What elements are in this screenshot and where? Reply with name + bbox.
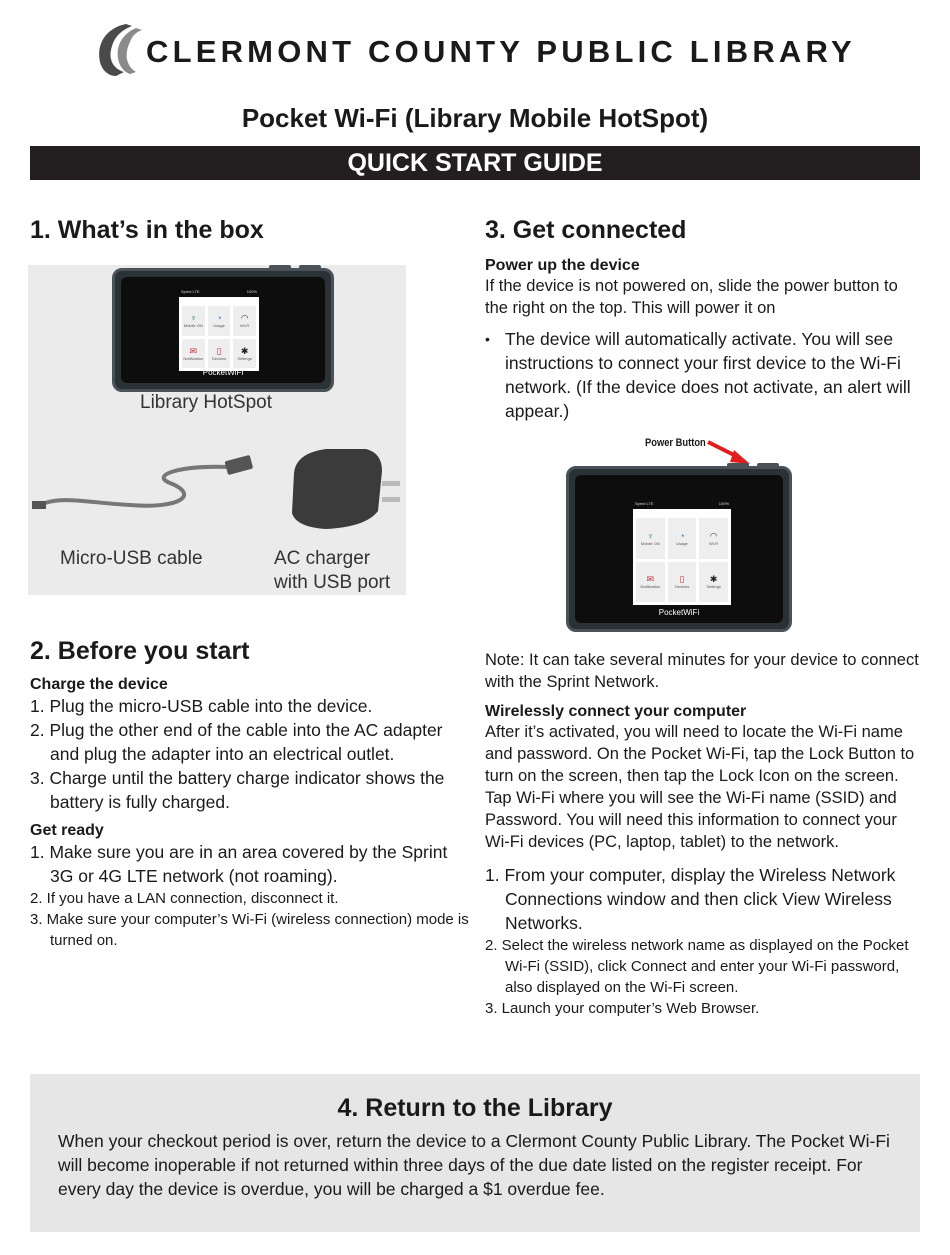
wireless-text: After it’s activated, you will need to locate the Wi-Fi name and password. On the Pocket Wi-Fi, tap the Lock Button to turn on the screen, then tap the Lock Icon on the screen. Tap Wi-Fi where you will see the Wi-Fi name (SSID) and Password. You will need this information to connect your Wi-Fi devices (PC, laptop, tablet) to the network. [485, 723, 915, 851]
screen-tile [208, 339, 231, 369]
logo-mark-icon [96, 22, 144, 78]
charge-step: 2. Plug the other end of the cable into the AC adapter and plug the adapter into an electrical outlet. [30, 720, 443, 764]
status-bar [635, 501, 729, 506]
tile-label: Mobile ON [640, 540, 660, 546]
ready-step: 2. If you have a LAN connection, disconnect it. [30, 890, 339, 907]
tile-label: Usage [213, 323, 225, 329]
org-name: CLERMONT COUNTY PUBLIC LIBRARY [146, 34, 856, 69]
section1-heading: 1. What’s in the box [30, 216, 264, 244]
charge-step: 1. Plug the micro-USB cable into the device. [30, 696, 373, 716]
power-button [299, 265, 321, 270]
phone-icon: ▯ [216, 345, 222, 356]
screen-tile [182, 306, 205, 336]
gear-icon: ✱ [240, 345, 249, 356]
section3-heading: 3. Get connected [485, 216, 687, 244]
mail-icon: ✉ [646, 574, 655, 585]
section2-heading: 2. Before you start [30, 637, 250, 665]
return-section [30, 1074, 920, 1232]
caption-cable: Micro-USB cable [60, 548, 203, 569]
connect-steps-small [485, 935, 925, 1019]
antenna-icon: ♆ [646, 530, 654, 541]
usage-icon: ◔ [679, 530, 685, 541]
tile-label: Settings [706, 584, 721, 590]
charge-heading: Charge the device [30, 676, 168, 693]
device-screen [179, 289, 259, 371]
page-subtitle: Pocket Wi-Fi (Library Mobile HotSpot) [241, 103, 709, 133]
screen-tile [182, 339, 205, 369]
tile-label: Devices [211, 355, 227, 361]
connect-step: 1. From your computer, display the Wireless Network Connections window and then click View Wireless Networks. [485, 865, 896, 933]
screen-tile [699, 562, 728, 603]
wireless-heading: Wirelessly connect your computer [485, 703, 747, 720]
tile-label: Usage [676, 540, 688, 546]
connect-step: 2. Select the wireless network name as displayed on the Pocket Wi-Fi (SSID), click Connect and enter your Wi-Fi password, also displayed on the Wi-Fi screen. [485, 937, 909, 996]
section2 [30, 637, 470, 951]
screen-tile [636, 562, 665, 603]
screen-tile [636, 518, 665, 559]
hotspot-device [112, 268, 334, 392]
charge-steps [30, 694, 470, 814]
mail-icon: ✉ [189, 345, 198, 356]
activation-bullet: • The device will automatically activate. You will see instructions to connect your first device to the Wi-Fi network. (If the device does not activate, an alert will appear.) [485, 327, 925, 423]
return-text: When your checkout period is over, return the device to a Clermont County Public Library. The Pocket Wi-Fi will become inoperable if not returned within three days of the due date listed on the register receipt. For every day the device is overdue, you will be charged a $1 overdue fee. [58, 1131, 890, 1199]
device-face [575, 475, 783, 623]
device-brand: PocketWiFi [658, 608, 700, 617]
tile-label: Mobile ON [183, 323, 203, 329]
ready-heading: Get ready [30, 822, 104, 839]
device-brand: PocketWiFi [202, 368, 244, 377]
tile-label: Notification [640, 584, 661, 590]
power-text: If the device is not powered on, slide the power button to the right on the top. This will power it on [485, 277, 898, 317]
hotspot-device-power [566, 466, 792, 632]
status-bar [181, 289, 257, 294]
power-button-label: Power Button [645, 437, 706, 449]
phone-icon: ▯ [679, 574, 685, 585]
section3-lower [485, 649, 925, 1019]
antenna-icon: ♆ [189, 313, 197, 324]
caption-charger-line1: AC charger [274, 548, 371, 569]
caption-hotspot: Library HotSpot [140, 392, 273, 413]
device-screen [633, 501, 731, 605]
ready-step: 1. Make sure you are in an area covered by the Sprint 3G or 4G LTE network (not roaming). [30, 842, 448, 886]
power-heading: Power up the device [485, 257, 640, 274]
box-contents-image [28, 265, 406, 595]
ac-charger-icon [286, 443, 406, 533]
library-logo [96, 22, 856, 78]
carrier-label: Sprint LTE [635, 501, 654, 506]
power-button [757, 463, 779, 468]
tile-label: Wi-Fi [708, 540, 719, 546]
section4-heading: 4. Return to the Library [337, 1094, 613, 1122]
gear-icon: ✱ [709, 574, 718, 585]
power-bullets [485, 327, 925, 423]
caption-charger [274, 547, 390, 595]
tile-label: Devices [674, 584, 690, 590]
screen-tile [668, 562, 697, 603]
screen-tile [668, 518, 697, 559]
tile-label: Notification [183, 355, 204, 361]
connect-steps [485, 863, 925, 935]
tile-label: Settings [237, 355, 252, 361]
lock-button [269, 265, 291, 270]
ready-step: 3. Make sure your computer’s Wi-Fi (wireless connection) mode is turned on. [30, 911, 469, 949]
activation-note: Note: It can take several minutes for your device to connect with the Sprint Network. [485, 651, 919, 691]
section3 [485, 216, 925, 423]
wifi-icon: ◠ [240, 313, 249, 324]
page-title-banner: QUICK START GUIDE [30, 146, 920, 180]
screen-tile [233, 306, 256, 336]
battery-label: 100% [246, 289, 257, 294]
ready-steps [30, 840, 470, 888]
usage-icon: ◔ [216, 313, 222, 324]
usb-cable-icon [30, 455, 260, 545]
caption-charger-line2: with USB port [274, 572, 391, 593]
ready-steps-small [30, 888, 470, 951]
wifi-icon: ◠ [709, 530, 718, 541]
carrier-label: Sprint LTE [181, 289, 200, 294]
tile-label: Wi-Fi [239, 323, 250, 329]
battery-label: 100% [718, 501, 729, 506]
screen-tile [233, 339, 256, 369]
screen-tile [208, 306, 231, 336]
lock-button [727, 463, 749, 468]
charge-step: 3. Charge until the battery charge indicator shows the battery is fully charged. [30, 768, 445, 812]
device-face [121, 277, 325, 383]
connect-step: 3. Launch your computer’s Web Browser. [485, 1000, 760, 1017]
screen-tile [699, 518, 728, 559]
